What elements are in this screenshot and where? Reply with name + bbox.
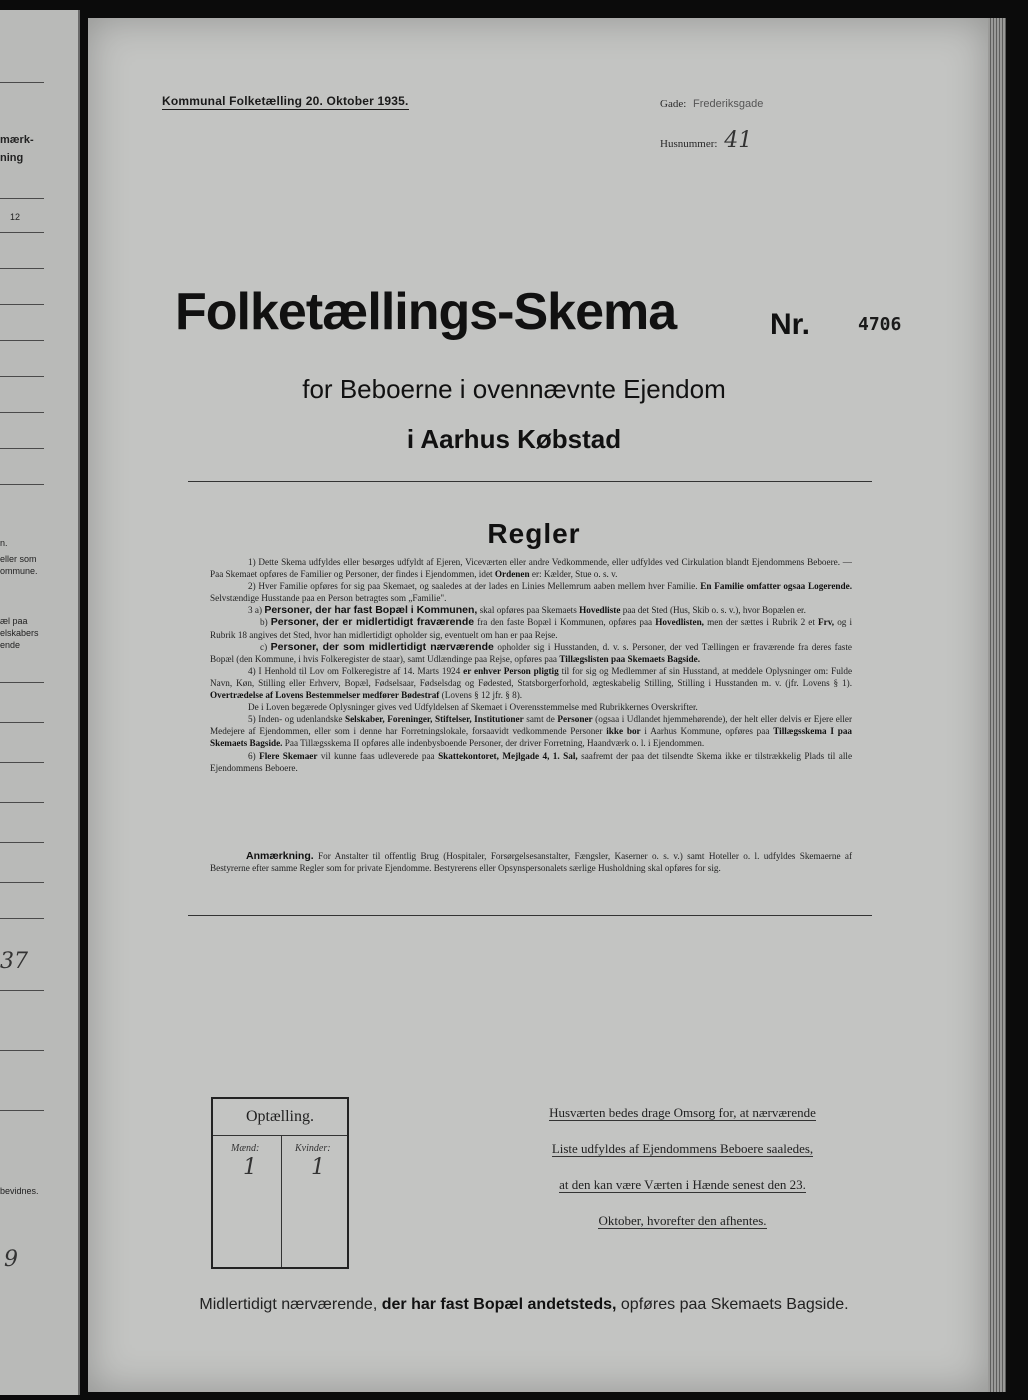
rule-6: 6) Flere Skemaer vil kunne faas udleverede paa Skattekontoret, Mejlgade 4, 1. Sal, saafremt der paa det tilsendte Skema ikke er tilstrækkelig Plads til alle Ejendommens Beboere. <box>210 750 853 773</box>
notice-line: at den kan være Værten i Hænde senest den 23. <box>559 1177 806 1192</box>
left-rule <box>0 842 44 843</box>
tally-box <box>211 1097 349 1269</box>
remark-text: For Anstalter til offentlig Brug (Hospitaler, Forsørgelsesanstalter, Fængsler, Kaserner o. s. v.) samt Hoteller o. l. udfyldes Skemaerne af Bestyrerne efter samme Regler som for private Ejendomme. Bestyrerens eller Opsynspersonalets særlige Husholdning skal opføres for sig. <box>210 851 853 874</box>
rule-3b: b) Personer, der er midlertidigt fraværende fra den faste Bopæl i Kommunen, opføres paa Hovedlisten, men der sættes i Rubrik 2 et Frv, og i Rubrik 18 angives det Sted, hvor han midlertidigt opholder sig, eventuelt om han er paa Rejse. <box>210 616 853 640</box>
left-fragment: eller som <box>0 554 37 564</box>
rule-4: 4) I Henhold til Lov om Folkeregistre af 14. Marts 1924 er enhver Person pligtig til for sig og Medlemmer af sin Husstand, at meddele Oplysninger om: Fulde Navn, Køn, Stilling eller Erhverv, Bopæl, Fødselsaar, Fødselsdag og Fødested, Statsborgerforhold, ægteskabelig Stilling, Stilling i Husstanden m. v. (jfr. Lovens § 1). Overtrædelse af Lovens Bestemmelser medfører Bødestraf (Lovens § 12 jfr. § 8). <box>210 665 853 701</box>
tally-divider <box>281 1135 282 1267</box>
left-fragment: mærk- <box>0 134 34 146</box>
census-header: Kommunal Folketælling 20. Oktober 1935. <box>162 94 409 108</box>
men-label: Mænd: <box>231 1143 260 1154</box>
tally-title: Optælling. <box>213 1099 347 1136</box>
remark-label: Anmærkning. <box>246 850 314 862</box>
left-rule <box>0 1110 44 1111</box>
form-subtitle: for Beboerne i ovennævnte Ejendom <box>302 374 726 404</box>
footer-post: opføres paa Skemaets Bagside. <box>620 1296 849 1313</box>
rule-3a: 3 a) Personer, der har fast Bopæl i Kommunen, skal opføres paa Skemaets Hovedliste paa det Sted (Hus, Skib o. s. v.), hvor Bopælen er. <box>248 604 806 617</box>
rule-3c: c) Personer, der som midlertidigt nærværende opholder sig i Husstanden, d. v. s. Personer, der ved Tællingen er fraværende fra deres faste Bopæl (den Kommune, i hvis Folkeregister de staar), samt Udlændinge paa Rejse, opføres paa Tillægslisten paa Skemaets Bagside. <box>210 640 853 664</box>
footer-instruction <box>0 1296 1028 1314</box>
left-rule <box>0 232 44 233</box>
left-rule <box>0 882 44 883</box>
house-number-value: 41 <box>724 128 753 153</box>
form-number-label: Nr. <box>770 308 811 341</box>
left-fragment: bevidnes. <box>0 1186 39 1196</box>
left-fragment: ommune. <box>0 566 38 576</box>
street-value: Frederiksgade <box>693 98 764 110</box>
rule-4-note: De i Loven begærede Oplysninger gives ved Udfyldelsen af Skemaet i Overensstemmelse med Rubrikkernes Overskrifter. <box>248 702 698 713</box>
rules-heading: Regler <box>487 518 581 549</box>
divider-line <box>188 915 872 916</box>
footer-bold: der har fast Bopæl andetsteds, <box>381 1296 617 1313</box>
notice-line: Husværten bedes drage Omsorg for, at nærværende <box>549 1105 816 1120</box>
women-label: Kvinder: <box>295 1143 331 1154</box>
left-rule <box>0 722 44 723</box>
book-page-edges <box>988 18 1006 1392</box>
rules-text <box>210 556 852 774</box>
left-fragment: 12 <box>10 212 21 222</box>
left-rule <box>0 1050 44 1051</box>
form-municipality: i Aarhus Købstad <box>406 424 622 454</box>
men-count: 1 <box>243 1155 257 1180</box>
form-title: Folketællings-Skema <box>175 283 677 341</box>
left-fragment: ning <box>0 152 24 164</box>
notice-line: Liste udfyldes af Ejendommens Beboere saaledes, <box>551 1141 814 1156</box>
left-fragment: ende <box>0 640 21 650</box>
left-fragment: elskabers <box>0 628 39 638</box>
left-rule <box>0 484 44 485</box>
rule-2: 2) Hver Familie opføres for sig paa Skemaet, og saaledes at der lades en Linies Mellemrum aaben mellem hver Familie. En Familie omfatter ogsaa Logerende. Selvstændige Husstande paa en Person betragtes som „Familie". <box>210 581 852 604</box>
left-fragment: 37 <box>0 949 28 974</box>
rule-1: 1) Dette Skema udfyldes eller besørges udfyldt af Ejeren, Viceværten eller andre Vedkommende, eller udfyldes ved Cirkulation blandt Ejendommens Beboere. — Paa Skemaet opføres de Familier og Personer, der findes i Ejendommen, idet Ordenen er: Kælder, Stue o. s. v. <box>210 557 852 580</box>
form-serial-number: 4706 <box>858 314 902 335</box>
left-rule <box>0 82 44 83</box>
left-rule <box>0 918 44 919</box>
street-label: Gade: <box>660 98 687 110</box>
left-fragment: æl paa <box>0 616 28 626</box>
left-fragment: n. <box>0 538 8 548</box>
divider-line <box>188 481 872 482</box>
left-rule <box>0 198 44 199</box>
adjacent-page-edge <box>0 10 80 1395</box>
remark-paragraph <box>210 850 852 874</box>
notice-line: Oktober, hvorefter den afhentes. <box>598 1213 767 1228</box>
left-rule <box>0 990 44 991</box>
street-line <box>660 98 763 110</box>
left-rule <box>0 802 44 803</box>
left-rule <box>0 412 44 413</box>
house-number-label: Husnummer: <box>660 138 718 150</box>
left-fragment: 9 <box>4 1247 18 1272</box>
rule-5: 5) Inden- og udenlandske Selskaber, Foreninger, Stiftelser, Institutioner samt de Personer (ogsaa i Udlandet hjemmehørende), der helt eller delvis er Ejere eller Medejere af Ejendommen, eller som i denne har Forretningslokale, forsaavidt vedkommende Personer ikke bor i Aarhus Kommune, opføres paa Tillægsskema I paa Skemaets Bagside. Paa Tillægsskema II opføres alle indenbysboende Personer, der driver Forretning, Haandværk o. l. i Ejendommen. <box>210 714 853 749</box>
left-rule <box>0 682 44 683</box>
women-count: 1 <box>311 1155 325 1180</box>
house-number-line <box>660 128 752 153</box>
footer-pre: Midlertidigt nærværende, <box>199 1296 378 1313</box>
left-rule <box>0 340 44 341</box>
left-rule <box>0 268 44 269</box>
left-rule <box>0 762 44 763</box>
left-rule <box>0 304 44 305</box>
